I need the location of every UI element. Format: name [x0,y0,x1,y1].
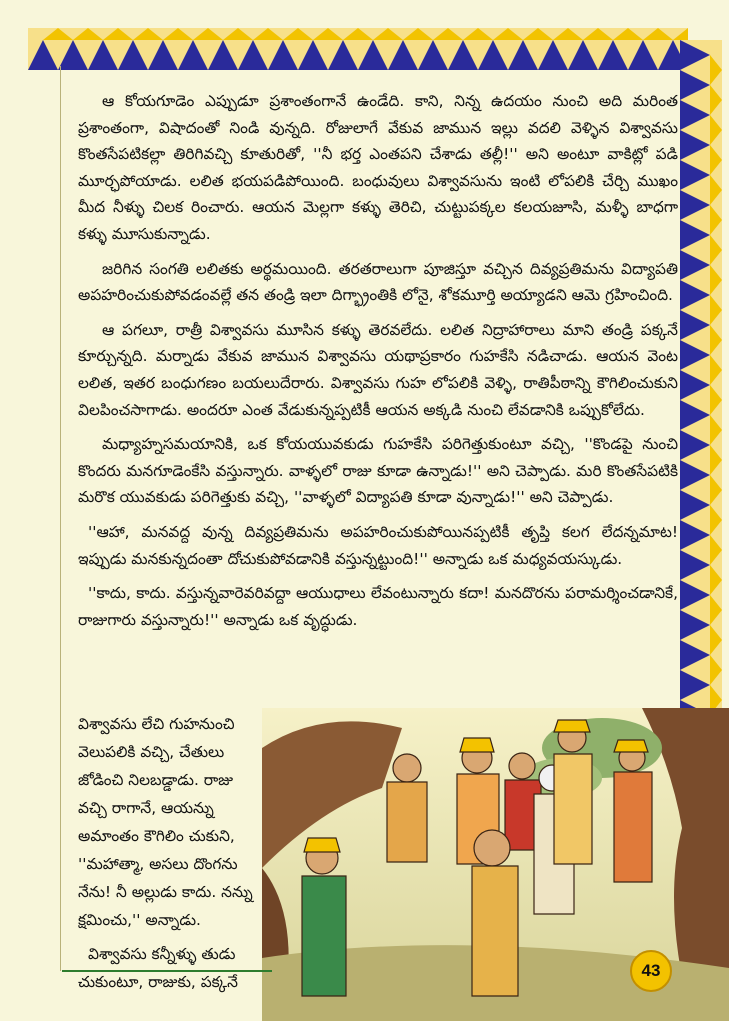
paragraph: విశ్వావసు కన్నీళ్ళు తుడు చుకుంటూ, రాజుకు, పక్కనే [78,945,238,991]
paragraph: ''కాదు, కాదు. వస్తున్నవారెవరివద్దా ఆయుధాలు లేవంటున్నారు కదా! మనదొరను పరామర్శించడానికే, రాజుగారు వస్తున్నారు!'' అన్నాడు ఒక వృద్ధుడు. [78,584,678,629]
paragraph: ఆ కోయగూడెం ఎప్పుడూ ప్రశాంతంగానే ఉండేది. కాని, నిన్న ఉదయం నుంచి అది మరింత ప్రశాంతంగా, విషాదంతో నిండి వున్నది. రోజులాగే వేకువ జామున ఇల్లు వదలి వెళ్ళిన విశ్వావసు కొంతసేపటికల్లా తిరిగివచ్చి కూతురితో, ''నీ భర్త ఎంతపని చేశాడు తల్లీ!'' అని అంటూ వాకిట్లో పడి మూర్ఛపోయాడు. లలిత భయపడిపోయింది. బంధువులు విశ్వావసును ఇంటి లోపలికి చేర్చి ముఖం మీద నీళ్ళు చిలక రించారు. ఆయన మెల్లగా కళ్ళు తెరిచి, చుట్టుపక్కల కలయజూసి, మళ్ళీ బాధగా కళ్ళు మూసుకున్నాడు. [78,92,678,243]
zigzag-border-right [680,40,722,740]
zigzag-border-top [28,28,688,70]
story-text-narrow [78,710,266,1002]
paragraph: ఆ పగలూ, రాత్రీ విశ్వావసు మూసిన కళ్ళు తెరవలేదు. లలిత నిద్రాహారాలు మాని తండ్రి పక్కనే కూర్చున్నది. మర్నాడు వేకువ జామున విశ్వావసు యథాప్రకారం గుహకేసి నడిచాడు. ఆయన వెంట లలిత, ఇతర బంధుగణం బయలుదేరారు. విశ్వావసు గుహ లోపలికి వెళ్ళి, రాతిపీఠాన్ని కౌగిలించుకుని విలపించసాగాడు. అందరూ ఎంత వేడుకున్నప్పటికీ ఆయన అక్కడి నుంచి లేవడానికి ఒప్పుకోలేదు. [78,320,678,419]
page-number: 43 [630,950,672,992]
paragraph: విశ్వావసు లేచి గుహనుంచి వెలుపలికి వచ్చి, చేతులు జోడించి నిలబడ్డాడు. రాజు వచ్చి రాగానే, ఆయన్ను అమాంతం కౌగిలిం చుకుని, ''మహాత్మా, అసలు దొంగను నేను! నీ అల్లుడు కాదు. నన్ను క్షమించు,'' అన్నాడు. [78,715,253,929]
paragraph: మధ్యాహ్నసమయానికి, ఒక కోయయువకుడు గుహకేసి పరిగెత్తుకుంటూ వచ్చి, ''కొండపై నుంచి కొందరు మనగూడెంకేసి వస్తున్నారు. వాళ్ళలో రాజు కూడా ఉన్నాడు!'' అని చెప్పాడు. మరి కొంతసేపటికి మరొక యువకుడు పరిగెత్తుకు వచ్చి, ''వాళ్ళలో విద్యాపతి కూడా వున్నాడు!'' అని చెప్పాడు. [78,435,678,507]
story-text [78,88,678,641]
paragraph: జరిగిన సంగతి లలితకు అర్థమయింది. తరతరాలుగా పూజిస్తూ వచ్చిన దివ్యప్రతిమను విద్యాపతి అపహరించుకుపోవడంవల్లే తన తండ్రి ఇలా దిగ్భ్రాంతికి లోనై, శోకమూర్తి అయ్యాడని ఆమె గ్రహించింది. [78,259,678,305]
footer-rule [62,970,272,972]
paragraph: ''ఆహా, మనవద్ద వున్న దివ్యప్రతిమను అపహరించుకుపోయినప్పటికీ తృప్తి కలగ లేదన్నమాట! ఇప్పుడు మనకున్నదంతా దోచుకుపోవడానికి వస్తున్నట్టుంది!'' అన్నాడు ఒక మధ్యవయస్కుడు. [78,522,678,568]
